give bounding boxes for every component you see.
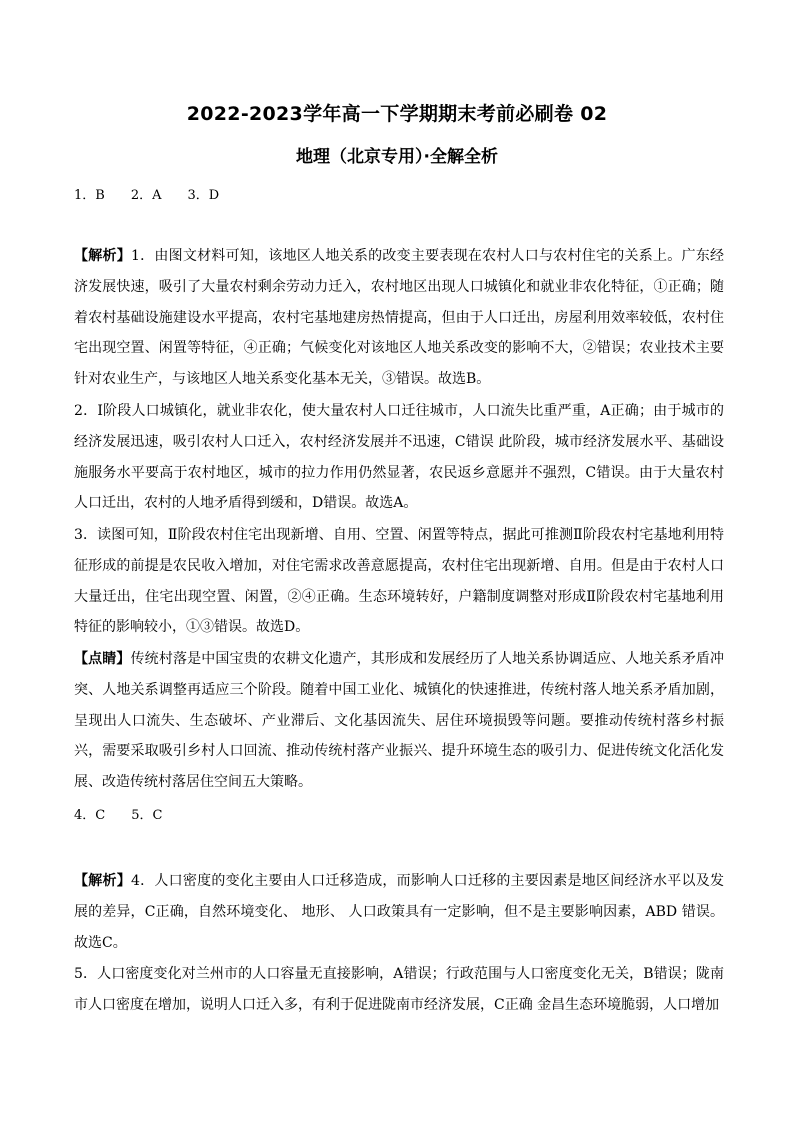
analysis-paragraph-3: 3．读图可知，Ⅱ阶段农村住宅出现新增、自用、空置、闲置等特点，据此可推测Ⅱ阶段农村宅基地利用特征形成的前提是农民收入增加，对住宅需求改善意愿提高，农村住宅出现新增、自用。但是由于农村人口大量迁出，住宅出现空置、闲置，②④正确。生态环境转好，户籍制度调整对形成Ⅱ阶段农村宅基地利用特征的影响较小，①③错误。故选D。 <box>74 527 724 636</box>
dianjing-text: 传统村落是中国宝贵的农耕文化遗产，其形成和发展经历了人地关系协调适应、人地关系矛盾冲突、人地关系调整再适应三个阶段。随着中国工业化、城镇化的快速推进，传统村落人地关系矛盾加剧，呈现出人口流失、生态破坏、产业滞后、文化基因流失、居住环境损毁等问题。要推动传统村落乡村振兴，需要采取吸引乡村人口回流、推动传统村落产业振兴、提升环境生态的吸引力、促进传统文化活化发展、改造传统村落居住空间五大策略。 <box>74 651 725 791</box>
document-title: 2022-2023学年高一下学期期末考前必刷卷 02 <box>186 103 608 125</box>
answer-1: 1．B <box>74 188 105 203</box>
answer-4: 4．C <box>74 808 106 823</box>
analysis-paragraph-5: 5．人口密度变化对兰州市的人口容量无直接影响，A错误；行政范围与人口密度变化无关，B错误；陇南市人口密度在增加，说明人口迁入多，有利于促进陇南市经济发展，C正确 金昌生态环境脆弱，人口增加 <box>74 966 724 1013</box>
document-subtitle: 地理（北京专用）·全解全析 <box>296 147 498 167</box>
analysis-paragraph-1 <box>74 241 724 395</box>
analysis-paragraph-2: 2．Ⅰ阶段人口城镇化，就业非农化，使大量农村人口迁往城市，人口流失比重严重，A正确；由于城市的经济发展迅速，吸引农村人口迁入，农村经济发展并不迅速，C错误 此阶段，城市经济发展水平、基础设施服务水平要高于农村地区，城市的拉力作用仍然显著，农民返乡意愿并不强烈，C错误。由于大量农村人口迁出，农村的人地矛盾得到缓和，D错误。故选A。 <box>74 403 724 512</box>
answer-2: 2．A <box>130 188 162 203</box>
analysis-text-2: 4．人口密度的变化主要由人口迁移造成，而影响人口迁移的主要因素是地区间经济水平以及发展的差异，C正确，自然环境变化、 地形、 人口政策具有一定影响，但不是主要影响因素，ABD 错误。故选C。 <box>74 873 725 951</box>
analysis-text: 1．由图文材料可知，该地区人地关系的改变主要表现在农村人口与农村住宅的关系上。广东经济发展快速，吸引了大量农村剩余劳动力迁入，农村地区出现人口城镇化和就业非农化特征，①正确；随着农村基础设施建设水平提高，农村宅基地建房热情提高，但由于人口迁出，房屋利用效率较低，农村住宅出现空置、闲置等特征，④正确；气候变化对该地区人地关系改变的影响不大，②错误；农业技术主要针对农业生产，与该地区人地关系变化基本无关，③错误。故选B。 <box>74 248 725 388</box>
answer-key-4-5 <box>74 806 162 826</box>
answer-key-1-3 <box>74 186 219 206</box>
answer-5: 5．C <box>131 808 163 823</box>
answer-3: 3．D <box>187 188 220 203</box>
dianjing-paragraph <box>74 644 724 798</box>
dianjing-tag: 【点睛】 <box>74 651 131 667</box>
analysis-tag: 【解析】 <box>74 248 131 264</box>
analysis-tag-2: 【解析】 <box>74 873 131 889</box>
analysis-paragraph-4 <box>74 866 724 958</box>
